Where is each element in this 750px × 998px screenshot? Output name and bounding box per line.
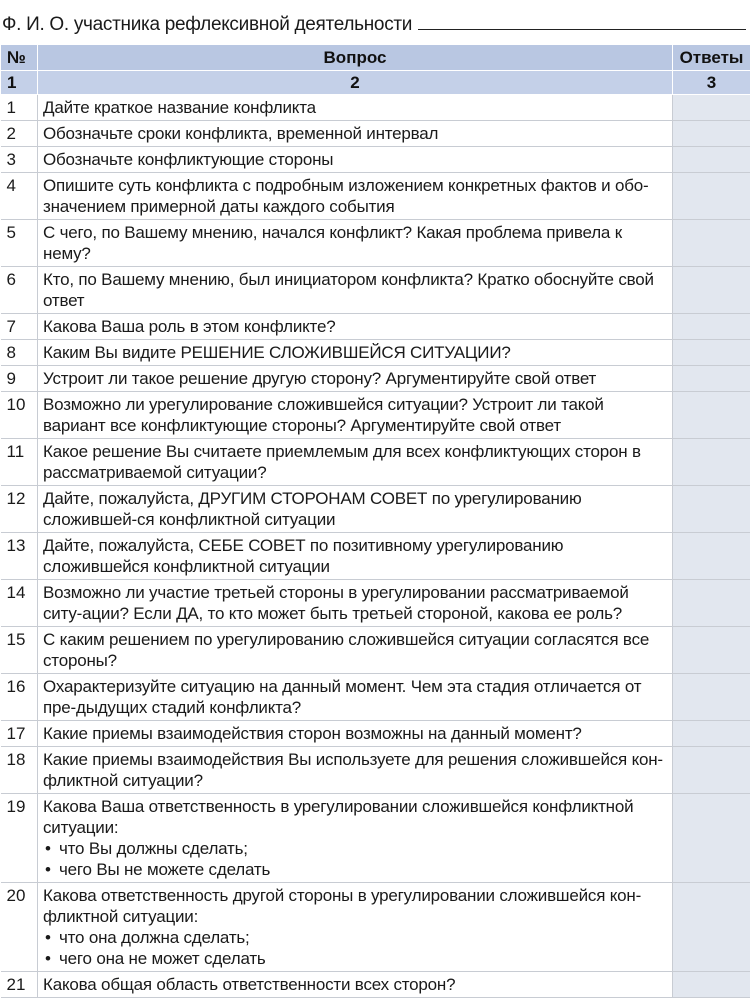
answer-cell[interactable] [673,721,750,747]
table-row [1,314,750,340]
question-cell [38,580,673,627]
question-text: С каким решением по урегулированию сложившейся ситуации согласятся все стороны? [43,630,649,670]
answer-cell[interactable] [673,580,750,627]
question-text: Устроит ли такое решение другую сторону? Аргументируйте свой ответ [43,369,596,388]
answer-cell[interactable] [673,486,750,533]
question-text: Дайте, пожалуйста, СЕБЕ СОВЕТ по позитивному урегулированию сложившейся конфликтной ситуации [43,536,563,576]
column-number-2: 2 [38,71,673,95]
question-number: 12 [1,486,38,533]
answer-cell[interactable] [673,972,750,998]
question-number: 16 [1,674,38,721]
question-text: Кто, по Вашему мнению, был инициатором конфликта? Кратко обоснуйте свой ответ [43,270,654,310]
table-row [1,747,750,794]
table-row [1,533,750,580]
answer-cell[interactable] [673,147,750,173]
table-row [1,721,750,747]
table-row [1,674,750,721]
question-text: Охарактеризуйте ситуацию на данный момент. Чем эта стадия отличается от пре-дыдущих стадий конфликта? [43,677,641,717]
question-number: 20 [1,883,38,972]
question-text: Обозначьте конфликтующие стороны [43,150,333,169]
table-row [1,580,750,627]
question-text: Опишите суть конфликта с подробным изложением конкретных фактов и обо-значением примерной даты каждого события [43,176,649,216]
column-header-answers: Ответы [673,45,750,71]
answer-cell[interactable] [673,794,750,883]
table-header-row [1,45,750,71]
question-cell [38,220,673,267]
question-cell [38,674,673,721]
question-number: 1 [1,95,38,121]
question-cell [38,147,673,173]
question-text: Возможно ли урегулирование сложившейся ситуации? Устроит ли такой вариант все конфликтующие стороны? Аргументируйте свой ответ [43,395,604,435]
question-cell [38,366,673,392]
bullet-item: • что она должна сделать; [43,927,668,948]
question-cell [38,486,673,533]
answer-cell[interactable] [673,674,750,721]
question-list [1,95,750,998]
question-number: 9 [1,366,38,392]
question-text: Какова Ваша роль в этом конфликте? [43,317,335,336]
question-cell [38,173,673,220]
question-text: Дайте краткое название конфликта [43,98,316,117]
question-number: 3 [1,147,38,173]
question-number: 13 [1,533,38,580]
fio-label: Ф. И. О. участника рефлексивной деятельности [2,14,412,44]
table-row [1,486,750,533]
table-row [1,972,750,998]
question-number: 18 [1,747,38,794]
question-number: 14 [1,580,38,627]
question-cell [38,721,673,747]
answer-cell[interactable] [673,340,750,366]
fio-line [0,0,750,44]
answer-cell[interactable] [673,747,750,794]
question-cell [38,972,673,998]
question-number: 2 [1,121,38,147]
question-cell [38,340,673,366]
answer-cell[interactable] [673,314,750,340]
question-number: 10 [1,392,38,439]
answer-cell[interactable] [673,121,750,147]
answer-cell[interactable] [673,439,750,486]
question-number: 5 [1,220,38,267]
table-row [1,267,750,314]
question-cell [38,533,673,580]
table-row [1,627,750,674]
question-text: С чего, по Вашему мнению, начался конфликт? Какая проблема привела к нему? [43,223,622,263]
question-text: Дайте, пожалуйста, ДРУГИМ СТОРОНАМ СОВЕТ по урегулированию сложившей-ся конфликтной ситуации [43,489,582,529]
question-cell [38,439,673,486]
question-cell [38,267,673,314]
fio-blank-field[interactable] [418,28,746,30]
column-number-1: 1 [1,71,38,95]
bullet-item: • чего Вы не можете сделать [43,859,668,880]
table-row [1,95,750,121]
column-header-question: Вопрос [38,45,673,71]
answer-cell[interactable] [673,366,750,392]
bullet-item: • что Вы должны сделать; [43,838,668,859]
question-number: 6 [1,267,38,314]
table-row [1,883,750,972]
answer-cell[interactable] [673,267,750,314]
answer-cell[interactable] [673,627,750,674]
answer-cell[interactable] [673,220,750,267]
question-text: Какие приемы взаимодействия сторон возможны на данный момент? [43,724,582,743]
table-row [1,147,750,173]
table-row [1,340,750,366]
table-row [1,121,750,147]
question-number: 11 [1,439,38,486]
table-row [1,392,750,439]
table-row [1,794,750,883]
question-number: 4 [1,173,38,220]
question-text: Какова ответственность другой стороны в урегулировании сложившейся кон-фликтной ситуации: [43,886,641,926]
answer-cell[interactable] [673,883,750,972]
bullet-list [43,927,668,969]
question-text: Какова Ваша ответственность в урегулировании сложившейся конфликтной ситуации: [43,797,633,837]
question-text: Какова общая область ответственности всех сторон? [43,975,455,994]
question-cell [38,392,673,439]
question-number: 8 [1,340,38,366]
answer-cell[interactable] [673,95,750,121]
column-number-3: 3 [673,71,750,95]
question-number: 17 [1,721,38,747]
question-text: Обозначьте сроки конфликта, временной интервал [43,124,438,143]
question-cell [38,794,673,883]
question-cell [38,314,673,340]
answer-cell[interactable] [673,533,750,580]
question-cell [38,121,673,147]
question-text: Возможно ли участие третьей стороны в урегулировании рассматриваемой ситу-ации? Если ДА, то кто может быть третьей стороной, какова ее роль? [43,583,629,623]
question-text: Какое решение Вы считаете приемлемым для всех конфликтующих сторон в рассматриваемой ситуации? [43,442,641,482]
table-row [1,366,750,392]
answer-cell[interactable] [673,392,750,439]
question-number: 21 [1,972,38,998]
question-text: Каким Вы видите РЕШЕНИЕ СЛОЖИВШЕЙСЯ СИТУАЦИИ? [43,343,511,362]
question-cell [38,95,673,121]
bullet-list [43,838,668,880]
table-row [1,220,750,267]
question-number: 19 [1,794,38,883]
question-text: Какие приемы взаимодействия Вы используете для решения сложившейся кон-фликтной ситуации? [43,750,663,790]
table-row [1,173,750,220]
answer-cell[interactable] [673,173,750,220]
question-number: 15 [1,627,38,674]
question-cell [38,627,673,674]
bullet-item: • чего она не может сделать [43,948,668,969]
question-cell [38,747,673,794]
questionnaire-table [0,44,750,998]
question-cell [38,883,673,972]
column-number-row [1,71,750,95]
column-header-num: № [1,45,38,71]
question-number: 7 [1,314,38,340]
table-row [1,439,750,486]
